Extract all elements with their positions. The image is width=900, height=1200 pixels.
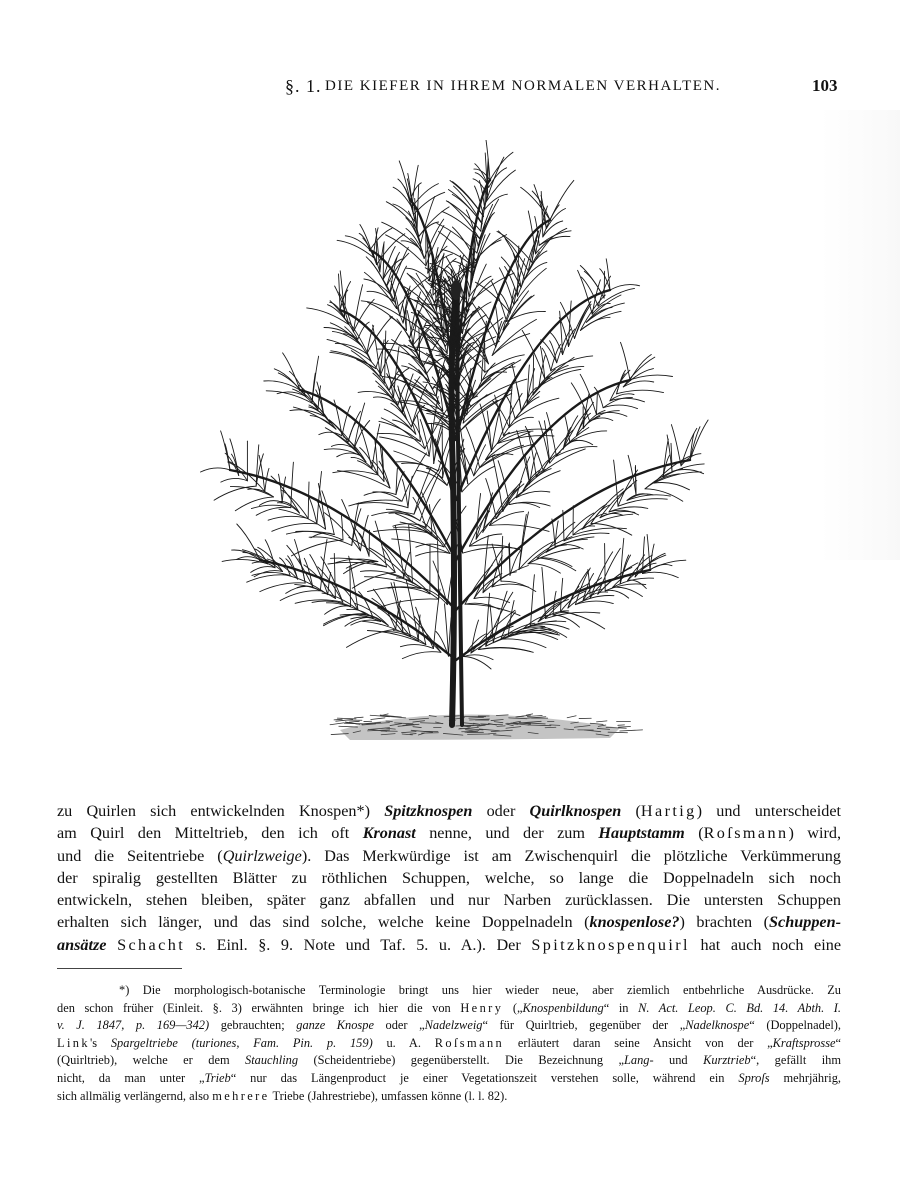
- text-run: ganze Knospe: [296, 1018, 374, 1033]
- footnote-rule: [57, 968, 182, 969]
- text-run: s. Einl. §. 9. Note und Taf. 5. u. A.). Der: [185, 935, 532, 954]
- text-run: Schacht: [117, 935, 186, 954]
- text-run: nenne, und der zum: [415, 824, 599, 843]
- text-run: *) Die morphologisch-botanische Terminologie bringt uns hier wieder neue, aber ziemlich entbehrliche Ausdrücke. Zu: [119, 983, 841, 997]
- text-run: ) und unterscheidet: [696, 802, 842, 820]
- text-line: [57, 911, 841, 933]
- text-run: v. J. 1847, p. 169—342): [57, 1018, 210, 1033]
- text-run: Quirlknospen: [529, 802, 622, 820]
- page-number: 103: [812, 76, 838, 95]
- text-run: und die Seitentriebe (: [57, 846, 223, 865]
- text-run: gebrauchten;: [209, 1018, 297, 1033]
- text-run: oder „: [373, 1018, 425, 1033]
- text-run: Hartig: [640, 802, 697, 820]
- text-run: Hauptstamm: [598, 824, 685, 843]
- text-run: Roſsmann: [434, 1035, 505, 1050]
- text-run: knospenlose?: [589, 913, 680, 932]
- text-run: (Scheidentriebe) gegenüberstellt. Die Bezeichnung „: [298, 1053, 624, 1068]
- text-run: 's: [90, 1035, 111, 1050]
- text-run: [106, 936, 117, 954]
- text-run: u. A.: [372, 1035, 435, 1050]
- text-run: Spitzknospenquirl: [531, 935, 690, 954]
- text-run: Link: [57, 1035, 91, 1050]
- text-run: Spargeltriebe (turiones, Fam. Pin. p. 159): [110, 1035, 373, 1050]
- text-line: [57, 889, 841, 911]
- text-run: Roſsmann: [703, 824, 789, 843]
- text-run: N. Act. Leop. C. Bd. 14. Abth. I.: [638, 1000, 841, 1015]
- text-line: [57, 800, 841, 822]
- main-text: [57, 800, 841, 956]
- text-run: oder: [472, 802, 530, 820]
- text-run: “ für Quirltrieb, gegenüber der „: [482, 1018, 686, 1033]
- pine-tree-engraving-icon: [190, 140, 730, 760]
- text-run: Henry: [460, 1000, 504, 1015]
- text-line: [57, 822, 841, 844]
- text-run: ) wird,: [788, 824, 842, 843]
- footnote-line: [57, 1000, 841, 1018]
- text-run: nicht, da man unter „: [57, 1070, 205, 1085]
- text-run: mehrjährig,: [769, 1070, 841, 1085]
- text-run: Knospenbildung: [522, 1000, 604, 1015]
- text-run: („: [503, 1000, 523, 1015]
- text-run: Sproſs: [738, 1070, 770, 1085]
- text-run: Schuppen-: [769, 913, 841, 932]
- text-run: der spiralig gestellten Blätter zu röthlichen Schuppen, welche, so lange die Doppelnadeln sich noch: [57, 868, 841, 887]
- footnote-line: [57, 1035, 841, 1053]
- text-run: mehrere: [212, 1088, 270, 1103]
- text-run: Trieb: [204, 1070, 231, 1085]
- text-run: ). Das Merkwürdige ist am Zwischenquirl die plötzliche Verkümmerung: [301, 846, 841, 865]
- footnote-line: [57, 1088, 841, 1106]
- text-run: Kronast: [362, 824, 416, 843]
- text-run: ) brachten (: [679, 913, 770, 932]
- text-run: “, gefällt ihm: [750, 1053, 842, 1068]
- text-line: [57, 845, 841, 867]
- text-run: (: [621, 802, 641, 820]
- text-run: Lang-: [623, 1053, 654, 1068]
- text-run: entwickeln, stehen bleiben, später ganz abfallen und nur Narben zurücklassen. Die untersten Schuppen: [57, 891, 841, 910]
- text-run: zu Quirlen sich entwickelnden Knospen*): [57, 802, 385, 820]
- text-run: (Quirltrieb), welche er dem: [57, 1053, 246, 1068]
- text-run: Triebe (Jahrestriebe), umfassen könne (l. l. 82).: [269, 1088, 508, 1103]
- text-run: ansätze: [57, 935, 107, 954]
- text-run: “ (Doppelnadel),: [749, 1018, 841, 1033]
- footnote-line: [57, 982, 841, 1000]
- footnote-line: [57, 1017, 841, 1035]
- text-run: hat auch noch eine: [689, 935, 841, 954]
- text-run: erläutert daran seine Ansicht von der „: [504, 1035, 773, 1050]
- running-title: DIE KIEFER IN IHREM NORMALEN VERHALTEN.: [325, 78, 721, 94]
- text-run: den schon früher (Einleit. §. 3) erwähnten bringe ich hier die von: [57, 1000, 461, 1015]
- text-run: Kraftsprosse: [772, 1035, 836, 1050]
- text-run: Quirlzweige: [222, 846, 302, 865]
- show-through-shadow: [820, 110, 900, 560]
- text-run: (: [684, 824, 704, 843]
- text-run: Stauchling: [245, 1053, 299, 1068]
- footnote-line: [57, 1052, 841, 1070]
- text-run: “ nur das Längenproduct je einer Vegetationszeit verstehen solle, während ein: [230, 1070, 739, 1085]
- text-run: “: [835, 1035, 842, 1050]
- section-number: §. 1.: [285, 76, 322, 96]
- text-run: und: [653, 1053, 704, 1068]
- text-run: Spitzknospen: [384, 802, 473, 820]
- running-header: [0, 76, 900, 102]
- text-run: erhalten sich länger, und das sind solche, welche keine Doppelnadeln (: [57, 913, 590, 932]
- text-run: sich allmälig verlängernd, also: [57, 1088, 213, 1103]
- text-run: am Quirl den Mitteltrieb, den ich oft: [57, 824, 363, 843]
- text-line: [57, 867, 841, 889]
- pine-tree-figure: [190, 140, 730, 760]
- text-run: Kurztrieb: [703, 1053, 751, 1068]
- text-run: “ in: [603, 1000, 639, 1015]
- footnote: [57, 982, 841, 1105]
- text-run: Nadelknospe: [685, 1018, 750, 1033]
- text-line: [57, 934, 841, 956]
- text-run: Nadelzweig: [424, 1018, 483, 1033]
- footnote-line: [57, 1070, 841, 1088]
